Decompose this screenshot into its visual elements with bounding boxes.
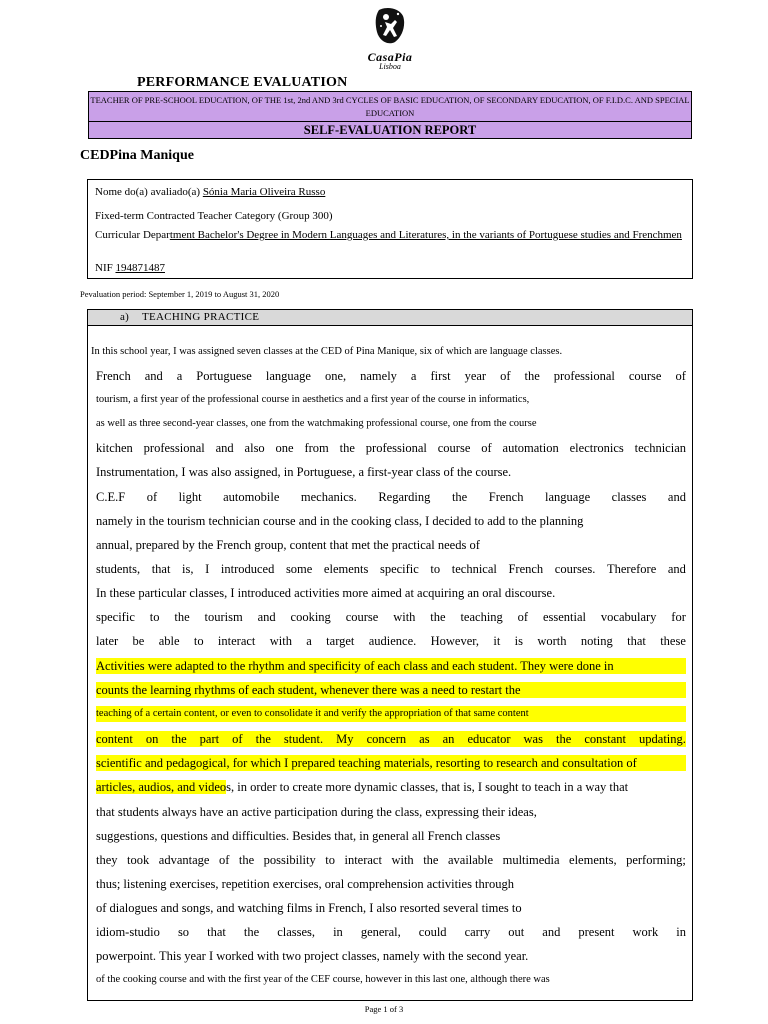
word: of (232, 732, 243, 746)
word: so (177, 925, 190, 939)
word: the (524, 369, 540, 383)
body-line: namely in the tourism technician course and in the cooking class, I decided to add to the planning (96, 514, 584, 528)
word: to (193, 634, 204, 648)
category-row: Fixed-term Contracted Teacher Category (Group 300) (95, 210, 333, 222)
word: year (464, 369, 487, 383)
word: student. (283, 732, 324, 746)
word: namely (360, 369, 397, 383)
word: I (205, 562, 210, 576)
curricular-prefix: Curricular Depar (95, 229, 170, 241)
school-name: CEDPina Manique (80, 148, 194, 163)
word: constant (584, 732, 626, 746)
word: of (517, 610, 529, 624)
body-line: that students always have an active participation during the class, expressing their ideas, (96, 805, 537, 819)
word: technical (451, 562, 497, 576)
word: electronics (569, 441, 624, 455)
word: took (127, 853, 150, 867)
nif-label: NIF (95, 262, 116, 274)
word: mechanics. (300, 490, 357, 504)
teaching-practice-section (87, 309, 693, 1001)
word: be (132, 634, 145, 648)
word: idiom-studio (96, 925, 160, 939)
word: cooking (290, 610, 331, 624)
word: professional (365, 441, 427, 455)
word: worth (537, 634, 567, 648)
word: teaching (460, 610, 503, 624)
word: first (430, 369, 451, 383)
word: one, (324, 369, 347, 383)
word: the (339, 441, 355, 455)
word: the (451, 490, 468, 504)
body-line: In this school year, I was assigned seven classes at the CED of Pina Manique, six of which are language classes. (91, 346, 563, 357)
word: C.E.F (96, 490, 126, 504)
report-title-band: SELF-EVALUATION REPORT (88, 121, 692, 139)
word: able (158, 634, 180, 648)
body-line: as well as three second-year classes, one from the watchmaking professional course, one from the course (96, 418, 537, 429)
identification-box (87, 179, 693, 279)
word: courses. (554, 562, 596, 576)
word: is (514, 634, 523, 648)
word: the (423, 853, 439, 867)
body-line: teaching of a certain content, or even to consolidate it and verify the appropriation of that same content (96, 706, 686, 722)
word: However, (430, 634, 480, 648)
body-line: Instrumentation, I was also assigned, in Portuguese, a first-year class of the course. (96, 465, 512, 479)
word: the (171, 732, 187, 746)
word: noting (580, 634, 613, 648)
section-number: a) (120, 311, 130, 323)
word: the (243, 925, 260, 939)
casapia-logo (360, 6, 420, 80)
word: professional (143, 441, 205, 455)
nif-value: 194871487 (115, 262, 165, 274)
body-line: of the cooking course and with the first year of the CEF course, however in this last one, although there was (96, 974, 550, 985)
word: a (410, 369, 417, 383)
logo-brand: CasaPia (367, 50, 413, 64)
body-line (96, 368, 686, 384)
word: possibility (263, 853, 316, 867)
word: a (306, 634, 312, 648)
word: tourism (204, 610, 243, 624)
word: introduced (220, 562, 275, 576)
word: in (676, 925, 686, 939)
word: work (632, 925, 659, 939)
line-text: s, in order to create more dynamic classes, that is, I sought to teach in a way that (226, 780, 629, 794)
word: and (257, 610, 276, 624)
word: elements, (569, 853, 617, 867)
word: elements (323, 562, 369, 576)
body-line: suggestions, questions and difficulties. Besides that, in general all French classes (96, 829, 501, 843)
word: they (96, 853, 118, 867)
word: the (255, 732, 271, 746)
word: the (556, 732, 572, 746)
word: automation (502, 441, 559, 455)
word: language (265, 369, 311, 383)
word: later (96, 634, 119, 648)
word: French (508, 562, 544, 576)
word: with (269, 634, 292, 648)
word: and (667, 490, 686, 504)
word: carry (464, 925, 491, 939)
evaluated-name-row (95, 186, 325, 198)
word: professional (553, 369, 615, 383)
body-line: scientific and pedagogical, for which I prepared teaching materials, resorting to research and consultation of (96, 755, 686, 771)
word: the (430, 610, 446, 624)
word: the (238, 853, 255, 867)
word: essential (542, 610, 587, 624)
word: advantage (158, 853, 210, 867)
word: performing; (626, 853, 686, 867)
word: and (667, 562, 686, 576)
casapia-emblem-icon (373, 6, 407, 46)
word: one (275, 441, 294, 455)
body-line: tourism, a first year of the professional course in aesthetics and a first year of the course in informatics, (96, 394, 530, 405)
word: technician (634, 441, 686, 455)
word: students, (96, 562, 141, 576)
word: out (508, 925, 525, 939)
word: it (493, 634, 501, 648)
word: updating. (639, 732, 686, 746)
word: to (325, 853, 335, 867)
word: My (336, 732, 354, 746)
body-line: annual, prepared by the French group, content that met the practical needs of (96, 538, 480, 552)
body-line: In these particular classes, I introduced activities more aimed at acquiring an oral discourse. (96, 586, 556, 600)
word: of (675, 369, 686, 383)
body-line: powerpoint. This year I worked with two project classes, namely with the second year. (96, 949, 529, 963)
body-line: thus; listening exercises, repetition exercises, oral comprehension activities through (96, 877, 514, 891)
body-line: of dialogues and songs, and watching films in French, I also resorted several times to (96, 901, 522, 915)
word: part (199, 732, 220, 746)
word: interact (217, 634, 256, 648)
evaluation-period: Pevaluation period: September 1, 2019 to August 31, 2020 (80, 289, 280, 299)
word: was (523, 732, 543, 746)
page-title: PERFORMANCE EVALUATION (137, 75, 348, 90)
page-footer: Page 1 of 3 (364, 1004, 404, 1014)
body-line (96, 633, 686, 649)
word: and (542, 925, 561, 939)
word: multimedia (502, 853, 560, 867)
word: these (660, 634, 686, 648)
word: target (326, 634, 355, 648)
word: educator (467, 732, 511, 746)
word: from (304, 441, 329, 455)
body-line (96, 731, 686, 747)
word: for (671, 610, 686, 624)
word: light (178, 490, 202, 504)
body-line (96, 779, 628, 795)
body-line: Activities were adapted to the rhythm and specificity of each class and each student. They were done in (96, 658, 686, 674)
word: of (500, 369, 511, 383)
word: automobile (223, 490, 280, 504)
word: French (488, 490, 524, 504)
word: course (437, 441, 471, 455)
word: specific (96, 610, 135, 624)
word: Portuguese (196, 369, 252, 383)
word: general, (360, 925, 401, 939)
word: an (442, 732, 455, 746)
word: that (207, 925, 226, 939)
word: could (418, 925, 447, 939)
word: vocabulary (600, 610, 657, 624)
logo-subtitle: Lisboa (379, 62, 401, 71)
word: available (447, 853, 494, 867)
word: kitchen (96, 441, 133, 455)
word: as (419, 732, 430, 746)
word: course (345, 610, 379, 624)
word: present (578, 925, 615, 939)
word: in (333, 925, 343, 939)
body-line (96, 852, 686, 868)
word: specific (379, 562, 419, 576)
curricular-department-row (95, 228, 687, 243)
word: content (96, 732, 133, 746)
body-line (96, 440, 686, 456)
curricular-value: tment Bachelor's Degree in Modern Languages and Literatures, in the variants of Portuguese studies and Frenchmen (169, 229, 682, 241)
word: interact (344, 853, 382, 867)
word: a (176, 369, 183, 383)
nif-row (95, 262, 165, 274)
word: classes, (277, 925, 316, 939)
word: with (391, 853, 414, 867)
highlighted-text: articles, audios, and video (96, 780, 227, 794)
body-line (96, 561, 686, 577)
word: concern (366, 732, 407, 746)
word: on (145, 732, 159, 746)
word: to (149, 610, 160, 624)
word: also (244, 441, 265, 455)
word: and (215, 441, 234, 455)
body-line (96, 924, 686, 940)
word: audience. (368, 634, 417, 648)
word: of (481, 441, 492, 455)
word: Regarding (378, 490, 431, 504)
body-line (96, 609, 686, 625)
word: to (430, 562, 441, 576)
word: language (545, 490, 591, 504)
word: course (628, 369, 662, 383)
word: Therefore (607, 562, 657, 576)
word: the (174, 610, 190, 624)
word: that (627, 634, 646, 648)
name-value: Sónia Maria Oliveira Russo (202, 186, 326, 198)
word: classes (611, 490, 647, 504)
word: of (146, 490, 158, 504)
word: and (144, 369, 163, 383)
section-title: TEACHING PRACTICE (142, 311, 260, 323)
word: that (151, 562, 171, 576)
word: some (285, 562, 313, 576)
word: with (393, 610, 416, 624)
body-line (96, 489, 686, 505)
word: French (96, 369, 131, 383)
name-label: Nome do(a) avaliado(a) (95, 186, 203, 198)
word: of (218, 853, 230, 867)
word: is, (182, 562, 194, 576)
body-line: counts the learning rhythms of each student, whenever there was a need to restart the (96, 682, 686, 698)
teacher-category-band: TEACHER OF PRE-SCHOOL EDUCATION, OF THE 1st, 2nd AND 3rd CYCLES OF BASIC EDUCATION, OF SECONDARY EDUCATION, OF F.I.D.C. AND SPECIAL EDUCATION (88, 91, 692, 122)
section-heading (88, 310, 692, 326)
